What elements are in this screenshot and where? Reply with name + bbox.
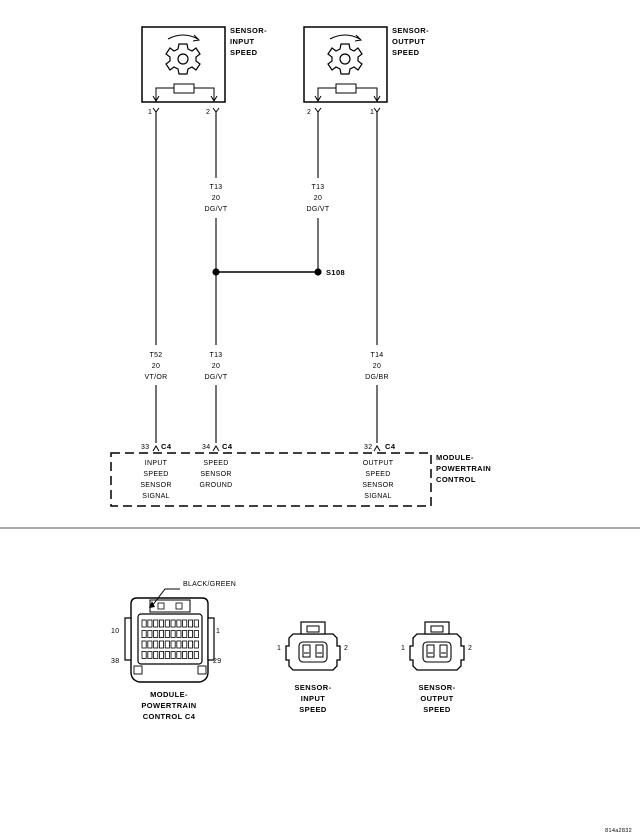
pin-cavity [177,641,181,648]
splice-dot [314,268,321,275]
input-connector-caption-1: SENSOR- [294,683,332,692]
wire-label-gauge: 20 [211,195,221,202]
wire-label-gauge: 20 [313,195,323,202]
input-speed-sensor [142,26,267,116]
output-connector-pin-1: 1 [401,645,406,652]
output-connector-caption-3: SPEED [423,705,451,714]
pin-cavity [194,641,198,648]
input-sensor-pin-2: 2 [206,109,211,116]
pcm-pin-33: 33 [141,444,150,451]
pcm-pin-34: 34 [202,444,211,451]
pin-cavity [142,631,146,638]
output-sensor-pin-1: 1 [370,109,375,116]
pcm-connector-caption-2: POWERTRAIN [141,701,197,710]
pcm-connector-caption-1: MODULE- [150,690,188,699]
wire-label-color: DG/VT [306,206,330,213]
pin-desc: SENSOR [140,482,172,489]
input-connector-pin-1: 1 [277,645,282,652]
wire-label-circuit: T52 [149,352,163,359]
input-connector-pin-2: 2 [344,645,349,652]
pin-cavity [194,652,198,659]
output-sensor-title-1: SENSOR- [392,26,429,35]
output-connector-caption-1: SENSOR- [418,683,456,692]
splice-label: S108 [326,268,346,277]
pin-desc: OUTPUT [362,460,394,467]
pcm-pin-32: 32 [364,444,373,451]
pin-cavity [148,641,152,648]
input-sensor-pin-1: 1 [148,109,153,116]
pin-cavity [165,620,169,627]
pin-desc: SIGNAL [364,493,392,500]
pin-cavity [148,631,152,638]
output-sensor-pin-2: 2 [307,109,312,116]
pin-desc: SENSOR [362,482,394,489]
pin-cavity [142,652,146,659]
pcm-connector-c4: C4 [222,442,233,451]
pin-cavity [159,631,163,638]
pin-cavity [142,620,146,627]
output-sensor-title-2: OUTPUT [392,37,426,46]
connector-color-label: BLACK/GREEN [183,581,237,588]
pin-cavity [194,631,198,638]
wire-label-gauge: 20 [372,363,382,370]
pin-cavity [154,631,158,638]
output-speed-sensor [304,26,429,116]
wire-labels [145,184,389,381]
pin-cavity [183,641,187,648]
figure-id: 814a2832 [605,828,632,834]
pin-cavity [177,652,181,659]
pin-desc: SENSOR [200,471,232,478]
pin-desc: SPEED [365,471,391,478]
pin-cavity [154,641,158,648]
sensor-resistor [336,84,356,93]
pin-cavity [159,652,163,659]
pin-desc: SIGNAL [142,493,170,500]
pin-cavity [159,641,163,648]
pin-cavity [188,641,192,648]
pin-cavity [183,652,187,659]
wire-label-gauge: 20 [211,363,221,370]
splice-dot [212,268,219,275]
pin-cavity [171,620,175,627]
input-connector-caption-3: SPEED [299,705,327,714]
pin-desc: GROUND [199,482,233,489]
sensor-resistor [174,84,194,93]
pin-cavity [194,620,198,627]
pin-cavity [171,641,175,648]
pin-cavity [177,620,181,627]
pin-cavity [165,641,169,648]
pin-cavity [148,620,152,627]
input-sensor-title-2: INPUT [230,37,255,46]
pin-cavity [154,620,158,627]
sensor-connector-face [286,622,340,670]
pin-cavity [159,620,163,627]
pin-cavity [183,620,187,627]
pin-cavity [165,631,169,638]
wire-label-color: VT/OR [144,374,168,381]
pin-cavity [188,631,192,638]
module-title-3: CONTROL [436,475,476,484]
output-sensor-title-3: SPEED [392,48,420,57]
module-title-2: POWERTRAIN [436,464,492,473]
wire-label-color: DG/VT [204,206,228,213]
pin-desc: SPEED [203,460,229,467]
pin-cavity [165,652,169,659]
pcm-c4-connector [111,581,236,721]
module-title-1: MODULE- [436,453,474,462]
powertrain-control-module [111,442,491,506]
pin-cavity [171,652,175,659]
pcm-connector-c4: C4 [385,442,396,451]
pin-cavity [154,652,158,659]
output-sensor-connector [401,622,472,714]
input-sensor-title-3: SPEED [230,48,258,57]
pin-cavity [188,620,192,627]
pcm-connector-c4: C4 [161,442,172,451]
wire-label-circuit: T13 [311,184,325,191]
wire-label-circuit: T13 [209,352,223,359]
wire-label-circuit: T13 [209,184,223,191]
pin-cavity [183,631,187,638]
wire-label-gauge: 20 [151,363,161,370]
pin-desc: SPEED [143,471,169,478]
pin-cavity [171,631,175,638]
pin-cavity [142,641,146,648]
pcm-face-pin-10: 10 [111,628,120,635]
pin-cavity [188,652,192,659]
pcm-face-pin-29: 29 [213,658,222,665]
wire-label-circuit: T14 [370,352,384,359]
output-connector-pin-2: 2 [468,645,473,652]
sensor-connector-face [410,622,464,670]
input-sensor-title-1: SENSOR- [230,26,267,35]
input-connector-caption-2: INPUT [300,694,326,703]
pcm-face-pin-38: 38 [111,658,120,665]
pin-cavity [177,631,181,638]
wire-label-color: DG/VT [204,374,228,381]
pin-cavity [148,652,152,659]
pcm-face-pin-1: 1 [216,628,221,635]
wires [153,108,380,443]
pcm-connector-caption-3: CONTROL C4 [142,712,196,721]
input-sensor-connector [277,622,348,714]
pin-desc: INPUT [144,460,168,467]
wire-label-color: DG/BR [365,374,389,381]
output-connector-caption-2: OUTPUT [420,694,454,703]
